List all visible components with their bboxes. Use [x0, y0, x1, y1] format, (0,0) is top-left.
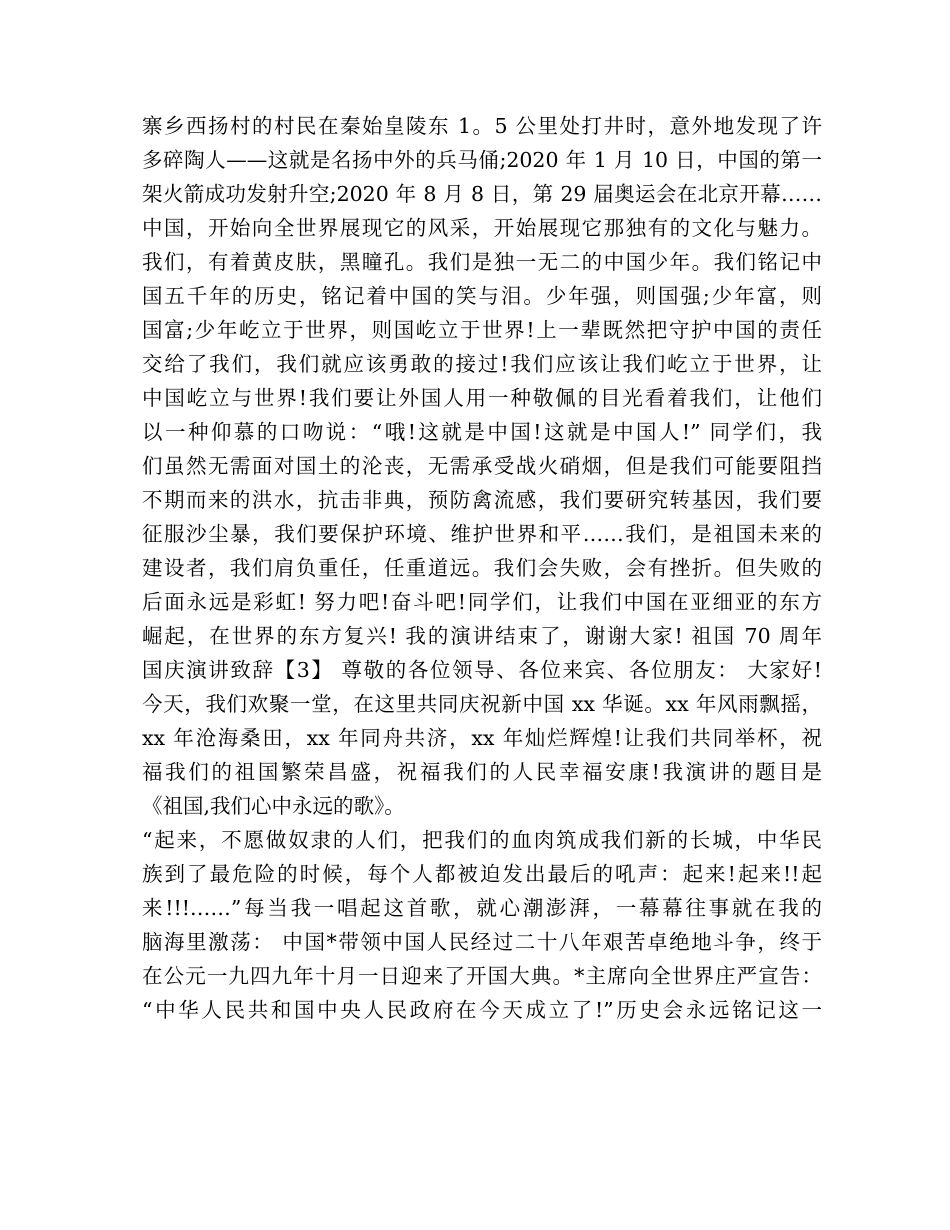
- text-line: 脑海里激荡： 中国*带领中国人民经过二十八年艰苦卓绝地斗争，终于: [142, 930, 822, 954]
- text-line: 在公元一九四九年十月一日迎来了开国大典。*主席向全世界庄严宣告：: [142, 964, 822, 988]
- text-line: 以一种仰慕的口吻说：“哦!这就是中国!这就是中国人!” 同学们，我: [142, 420, 822, 444]
- text-line: “中华人民共和国中央人民政府在今天成立了!”历史会永远铭记这一: [142, 998, 822, 1022]
- text-line: 我们，有着黄皮肤，黑瞳孔。我们是独一无二的中国少年。我们铭记中: [142, 250, 822, 274]
- text-line: 征服沙尘暴，我们要保护环境、维护世界和平……我们，是祖国未来的: [142, 522, 822, 546]
- text-line: 交给了我们，我们就应该勇敢的接过!我们应该让我们屹立于世界，让: [142, 352, 822, 376]
- text-line: 《祖国,我们心中永远的歌》。: [142, 794, 405, 818]
- text-line: xx 年沧海桑田，xx 年同舟共济，xx 年灿烂辉煌!让我们共同举杯，祝: [142, 726, 822, 750]
- text-line: 国五千年的历史，铭记着中国的笑与泪。少年强，则国强;少年富，则: [142, 284, 822, 308]
- text-line: 国富;少年屹立于世界，则国屹立于世界!上一辈既然把守护中国的责任: [142, 318, 822, 342]
- text-line: 寨乡西扬村的村民在秦始皇陵东 1。5 公里处打井时，意外地发现了许: [142, 114, 822, 138]
- text-line: 不期而来的洪水，抗击非典，预防禽流感，我们要研究转基因，我们要: [142, 488, 822, 512]
- text-line: 崛起，在世界的东方复兴! 我的演讲结束了，谢谢大家! 祖国 70 周年: [142, 624, 822, 648]
- text-line: 福我们的祖国繁荣昌盛，祝福我们的人民幸福安康!我演讲的题目是: [142, 760, 822, 784]
- text-line: 国庆演讲致辞【3】 尊敬的各位领导、各位来宾、各位朋友： 大家好!: [142, 658, 822, 682]
- text-line: 架火箭成功发射升空;2020 年 8 月 8 日，第 29 届奥运会在北京开幕……: [142, 182, 822, 206]
- text-line: 中国屹立与世界!我们要让外国人用一种敬佩的目光看着我们，让他们: [142, 386, 822, 410]
- text-line: 建设者，我们肩负重任，任重道远。我们会失败，会有挫折。但失败的: [142, 556, 822, 580]
- body-text: [142, 109, 822, 1027]
- text-line: 来!!!……”每当我一唱起这首歌，就心潮澎湃，一幕幕往事就在我的: [142, 896, 822, 920]
- text-line: 今天，我们欢聚一堂，在这里共同庆祝新中国 xx 华诞。xx 年风雨飘摇，: [142, 692, 822, 716]
- text-line: 后面永远是彩虹! 努力吧!奋斗吧!同学们，让我们中国在亚细亚的东方: [142, 590, 822, 614]
- text-line: 多碎陶人——这就是名扬中外的兵马俑;2020 年 1 月 10 日，中国的第一: [142, 148, 822, 172]
- text-line: 中国，开始向全世界展现它的风采，开始展现它那独有的文化与魅力。: [142, 216, 822, 240]
- text-line: 们虽然无需面对国土的沦丧，无需承受战火硝烟，但是我们可能要阻挡: [142, 454, 822, 478]
- text-line: 族到了最危险的时候，每个人都被迫发出最后的吼声：起来!起来!!起: [142, 862, 822, 886]
- text-line: “起来，不愿做奴隶的人们，把我们的血肉筑成我们新的长城，中华民: [142, 828, 822, 852]
